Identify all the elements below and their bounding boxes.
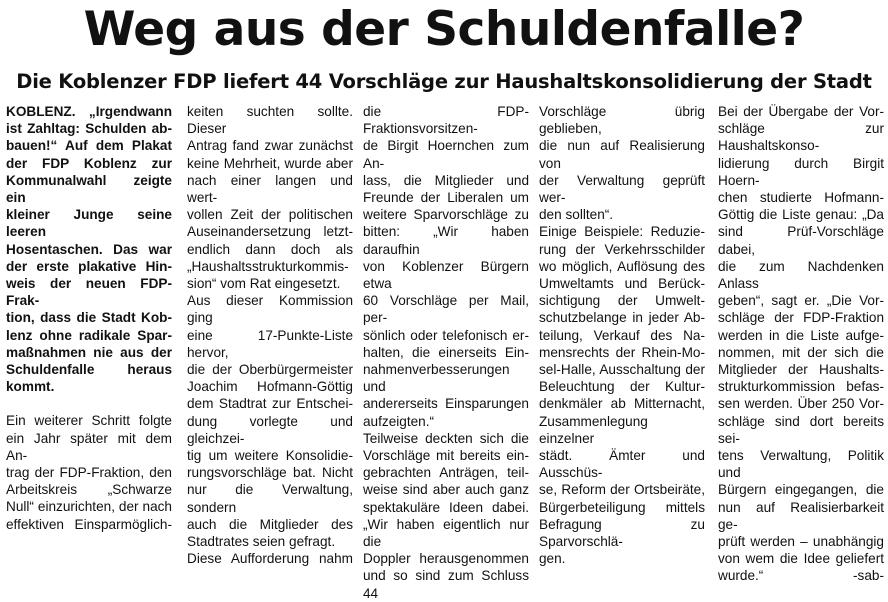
article-column-2 — [187, 103, 353, 567]
text-line: dung vorlegte und gleichzei- — [187, 413, 353, 446]
text-line: teilung, Verkauf des Na- — [539, 327, 705, 343]
text-line: Schuldenfalle heraus — [6, 362, 172, 378]
text-line: Diese Aufforderung nahm — [187, 551, 353, 567]
text-line: nach einer langen und wert- — [187, 172, 353, 206]
text-line: Kommunalwahl zeigte ein — [6, 172, 172, 206]
text-line: Befragung zu Sparvorschlä- — [539, 516, 705, 550]
subheadline: Die Koblenzer FDP liefert 44 Vorschläge zur Haushaltskonsolidierung der Stadt — [16, 70, 872, 93]
byline: -sab- — [853, 568, 884, 584]
text-line: vollen Zeit der politischen — [187, 207, 353, 223]
text-line: nun auf Realisierbarkeit ge- — [718, 499, 884, 532]
text-line: spektakuläre Ideen dabei. — [363, 499, 529, 515]
text-line: „Haushaltsstrukturkommis- — [187, 258, 349, 274]
text-line: 60 Vorschläge per Mail, per- — [363, 293, 529, 326]
text-line: die nun auf Realisierung von — [539, 138, 705, 171]
text-line: lenz ohne radikale Spar- — [6, 327, 172, 343]
text-line: städt. Ämter und Ausschüs- — [539, 448, 705, 481]
text-line: sönlich oder telefonisch er- — [363, 327, 529, 343]
text-line: von wem die Idee geliefert — [718, 551, 884, 567]
text-line: sel-Halle, Ausschaltung der — [539, 362, 705, 378]
text-line: gen. — [539, 551, 566, 567]
text-line: nahmenverbesserungen und — [363, 362, 510, 395]
text-line: se, Reform der Ortsbeiräte, — [539, 482, 705, 498]
text-line: gebrachten Anträgen, teil- — [363, 465, 529, 481]
text-line: maßnahmen nie aus der — [6, 344, 172, 360]
text-line: Ein weiterer Schritt folgte — [6, 413, 172, 429]
text-line: kommt. — [6, 379, 55, 395]
text-line: Teilweise deckten sich die — [363, 430, 529, 446]
text-line: keine Mehrheit, wurde aber — [187, 155, 353, 171]
text-line: geben“, sagt er. „Die Vor- — [718, 293, 884, 309]
text-line: nommen, mit der sich die — [718, 344, 884, 360]
text-line: prüft werden – unabhängig — [718, 534, 884, 550]
text-line: Hosentaschen. Das war — [6, 241, 172, 257]
text-line: rungsvorschläge bat. Nicht — [187, 465, 353, 481]
text-line: Einige Beispiele: Reduzie- — [539, 224, 705, 240]
text-line: sind Prüf-Vorschläge dabei, — [718, 224, 884, 257]
text-line: effektiven Einsparmöglich- — [6, 516, 172, 532]
text-line: Zusammenlegung einzelner — [539, 413, 648, 446]
text-line: lidierung durch Birgit Hoern- — [718, 155, 884, 188]
paragraph-gap — [6, 395, 172, 412]
text-line: dem Stadtrat zur Entschei- — [187, 396, 353, 412]
text-line: sen werden. Über 250 Vor- — [718, 396, 884, 412]
text-line: Auseinandersetzung letzt- — [187, 224, 353, 240]
text-line: bitten: „Wir haben daraufhin — [363, 224, 529, 257]
text-line: de Birgit Hoernchen zum An- — [363, 138, 529, 171]
text-line: kleiner Junge seine leeren — [6, 207, 172, 240]
text-line: Aus dieser Kommission ging — [187, 293, 353, 326]
text-line: chen studierte Hofmann- — [718, 190, 884, 206]
text-line: der Verwaltung geprüft wer- — [539, 172, 705, 206]
text-line: strukturkommission befas- — [718, 379, 884, 395]
text-line: Umweltamts und Berück- — [539, 276, 705, 292]
text-line: und so sind zum Schluss 44 — [363, 568, 529, 601]
text-line: rung der Verkehrsschilder — [539, 241, 705, 257]
text-line: weis der neuen FDP-Frak- — [6, 276, 172, 309]
text-line: die der Oberbürgermeister — [187, 362, 353, 378]
text-line: sichtigung der Umwelt- — [539, 293, 705, 309]
text-line: Bürgerbeteiligung mittels — [539, 499, 705, 515]
text-line: schläge sind dort bereits sei- — [718, 413, 884, 446]
text-line: aufzeigten.“ — [363, 413, 435, 429]
text-line: die zum Nachdenken Anlass — [718, 258, 884, 292]
text-line: Antrag fand zwar zunächst — [187, 138, 353, 154]
text-line: tion, dass die Stadt Kob- — [6, 310, 172, 326]
text-line: Freunde der Liberalen um — [363, 190, 529, 206]
article-column-4 — [539, 103, 705, 567]
text-line: Null“ einzurichten, der nach — [6, 499, 172, 515]
text-line: ein Jahr später mit dem An- — [6, 430, 172, 463]
text-line: Bürgern eingegangen, die — [718, 482, 884, 498]
text-line: andererseits Einsparungen — [363, 396, 529, 412]
article-column-5 — [718, 103, 884, 585]
text-line: Mitglieder der Haushalts- — [718, 362, 884, 378]
text-line: endlich dann doch als — [187, 241, 353, 257]
text-line: von Koblenzer Bürgern etwa — [363, 258, 529, 292]
text-line: bauen!“ Auf dem Plakat — [6, 138, 172, 154]
text-line: KOBLENZ. „Irgendwann — [6, 104, 172, 119]
text-line: Joachim Hofmann-Göttig — [187, 379, 353, 395]
text-line: schläge der FDP-Fraktion — [718, 310, 884, 326]
article-column-3 — [363, 103, 529, 602]
text-line: Bei der Übergabe der Vor- — [718, 104, 884, 119]
text-line: lass, die Mitglieder und — [363, 172, 529, 188]
text-line: Göttig die Liste genau: „Da — [718, 207, 884, 223]
text-line: Beleuchtung der Kultur- — [539, 379, 705, 395]
text-line: wo möglich, Auflösung des — [539, 258, 705, 274]
text-line: Vorschläge mit bereits ein- — [363, 448, 529, 464]
text-line: denkmäler ab Mitternacht, — [539, 396, 705, 412]
text-line: werden in die Liste aufge- — [718, 327, 884, 343]
text-line: tens Verwaltung, Politik und — [718, 448, 884, 481]
text-line: trag der FDP-Fraktion, den — [6, 465, 172, 481]
text-line: tig um weitere Konsolidie- — [187, 448, 353, 464]
text-line: den sollten“. — [539, 207, 614, 223]
text-line: halten, die einerseits Ein- — [363, 344, 529, 360]
text-line: der erste plakative Hin- — [6, 258, 172, 274]
text-line: ist Zahltag: Schulden ab- — [6, 121, 172, 137]
text-line: keiten suchten sollte. Dieser — [187, 104, 353, 137]
text-line: schutzbelange in jeder Ab- — [539, 310, 705, 326]
article-column-1 — [6, 103, 172, 533]
text-line: wurde.“ — [718, 568, 764, 584]
text-line: sion“ vom Rat eingesetzt. — [187, 276, 341, 292]
text-line: auch die Mitglieder des — [187, 516, 353, 532]
text-line: der FDP Koblenz zur — [6, 155, 172, 171]
text-line: Doppler herausgenommen — [363, 551, 529, 567]
text-line: Stadtrates seien gefragt. — [187, 534, 336, 550]
text-line: schläge zur Haushaltskonso- — [718, 121, 884, 154]
text-line: die FDP-Fraktionsvorsitzen- — [363, 104, 529, 137]
text-line: eine 17-Punkte-Liste hervor, — [187, 327, 353, 360]
text-line: Vorschläge übrig geblieben, — [539, 104, 705, 137]
text-line: weise sind aber auch ganz — [363, 482, 529, 498]
text-line: mensrechts der Rhein-Mo- — [539, 344, 705, 360]
headline: Weg aus der Schuldenfalle? — [83, 2, 805, 57]
text-line: „Wir haben eigentlich nur die — [363, 516, 529, 550]
text-line: weitere Sparvorschläge zu — [363, 207, 529, 223]
text-line: nur die Verwaltung, sondern — [187, 482, 353, 515]
text-line: Arbeitskreis „Schwarze — [6, 482, 172, 498]
text-line-with-byline — [718, 567, 884, 584]
